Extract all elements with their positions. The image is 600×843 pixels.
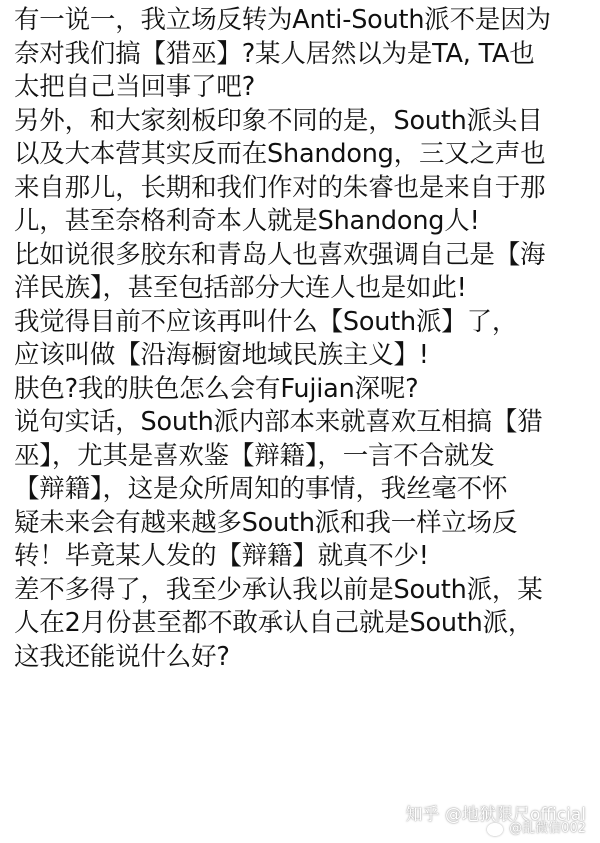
weibo-icon (487, 823, 503, 836)
post-line: 奈对我们搞【猎巫】?某人居然以为是TA, TA也 (14, 38, 535, 69)
post-line: 说句实话，South派内部本来就喜欢互相搞【猎 (14, 407, 543, 437)
post-body (14, 4, 594, 674)
post-line: 应该叫做【沿海橱窗地域民族主义】! (14, 340, 429, 370)
post-line: 疑未来会有越来越多South派和我一样立场反 (14, 507, 518, 538)
watermark-weibo (487, 821, 586, 837)
post-line: 我觉得目前不应该再叫什么【South派】了， (14, 306, 518, 337)
post-line: 来自那儿，长期和我们作对的朱睿也是来自于那 (14, 172, 546, 203)
post-line: 比如说很多胶东和青岛人也喜欢强调自己是【海 (14, 239, 546, 270)
post-line: 【辩籍】，这是众所周知的事情，我丝毫不怀 (14, 474, 508, 504)
watermark (406, 805, 586, 837)
post-line: 洋民族】，甚至包括部分大连人也是如此! (14, 273, 467, 303)
post-line: 差不多得了，我至少承认我以前是South派，某 (14, 574, 543, 605)
watermark-weibo-text: @乱微信002 (509, 821, 586, 836)
post-line: 肤色?我的肤色怎么会有Fujian深呢? (14, 373, 419, 404)
post-line: 巫】，尤其是喜欢鉴【辩籍】，一言不合就发 (14, 440, 495, 471)
post-line: 另外，和大家刻板印象不同的是，South派头目 (14, 105, 543, 136)
post-line: 这我还能说什么好? (14, 641, 230, 672)
post-line: 太把自己当回事了吧? (14, 72, 256, 102)
post-line: 人在2月份甚至都不敢承认自己就是South派， (14, 608, 534, 638)
post-line: 有一说一，我立场反转为Anti-South派不是因为 (14, 5, 551, 35)
post-line: 转！毕竟某人发的【辩籍】就真不少! (14, 541, 429, 571)
watermark-zhihu-text: 知乎 @地狱限尺official (405, 805, 586, 825)
post-line: 以及大本营其实反而在Shandong，三又之声也 (14, 139, 546, 169)
post-line: 儿，甚至奈格利奇本人就是Shandong人! (14, 206, 480, 236)
